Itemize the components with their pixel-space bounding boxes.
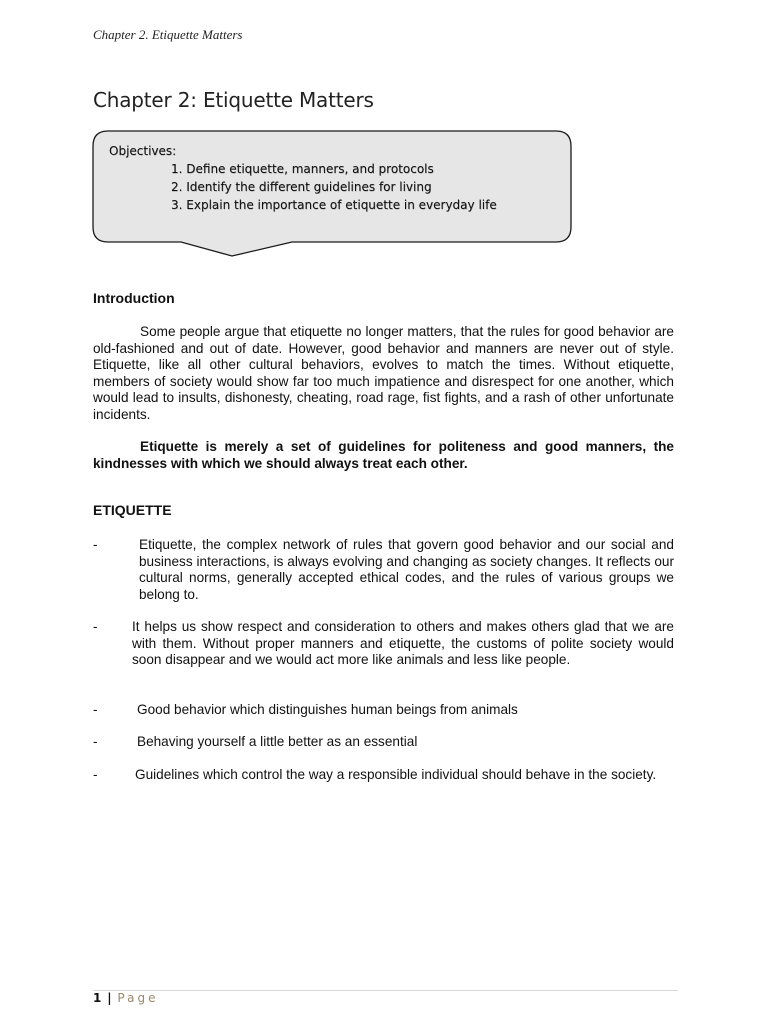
objectives-box <box>109 142 497 214</box>
bullet-text: Etiquette, the complex network of rules that govern good behavior and our social and business interactions, is always evolving and changing as society changes. It reflects our cultural norms, generally accepted ethical codes, and the rules of various groups we belong to. <box>139 537 674 602</box>
objectives-heading: Objectives: <box>109 144 177 158</box>
bullet-text: Behaving yourself a little better as an essential <box>137 734 418 749</box>
bullet-dash: - <box>93 767 98 782</box>
etiquette-definition: Etiquette is merely a set of guidelines for politeness and good manners, the kindnesses with which we should always treat each other. <box>93 439 674 471</box>
etiquette-heading: ETIQUETTE <box>93 502 172 518</box>
objective-item: 3. Explain the importance of etiquette in everyday life <box>171 198 497 212</box>
footer-divider <box>93 990 678 991</box>
bullet-dash: - <box>93 734 98 749</box>
bullet-text: Guidelines which control the way a responsible individual should behave in the society. <box>135 767 657 782</box>
introduction-heading: Introduction <box>93 290 175 306</box>
objective-item: 1. Define etiquette, manners, and protocols <box>171 162 434 176</box>
bullet-dash: - <box>93 537 98 552</box>
objectives-callout-shape <box>0 0 768 270</box>
running-header: Chapter 2. Etiquette Matters <box>93 27 243 42</box>
objective-item: 2. Identify the different guidelines for living <box>171 180 432 194</box>
bullet-dash: - <box>93 619 98 634</box>
page-title: Chapter 2: Etiquette Matters <box>93 88 374 112</box>
page-footer <box>93 991 158 1005</box>
footer-separator: | <box>107 991 112 1005</box>
objectives-list <box>109 160 497 214</box>
bullet-dash: - <box>93 702 98 717</box>
page-number: 1 <box>93 991 102 1005</box>
bullet-text-content: It helps us show respect and consideration to others and makes others glad that we are with them. Without proper manners and etiquette, the customs of polite society would soon disappear and we would act more like animals and less like people. <box>132 619 674 667</box>
page-label: Page <box>117 991 159 1005</box>
introduction-paragraph: Some people argue that etiquette no longer matters, that the rules for good behavior are old-fashioned and out of date. However, good behavior and manners are never out of style. Etiquette, like all other cultural behaviors, evolves to match the times. Without etiquette, members of society would show far too much impatience and disrespect for one another, which would lead to insults, dishonesty, cheating, road rage, fist fights, and a rash of other unfortunate incidents. <box>93 324 674 422</box>
bullet-text: Good behavior which distinguishes human beings from animals <box>137 702 518 717</box>
bullet-text <box>132 619 674 669</box>
